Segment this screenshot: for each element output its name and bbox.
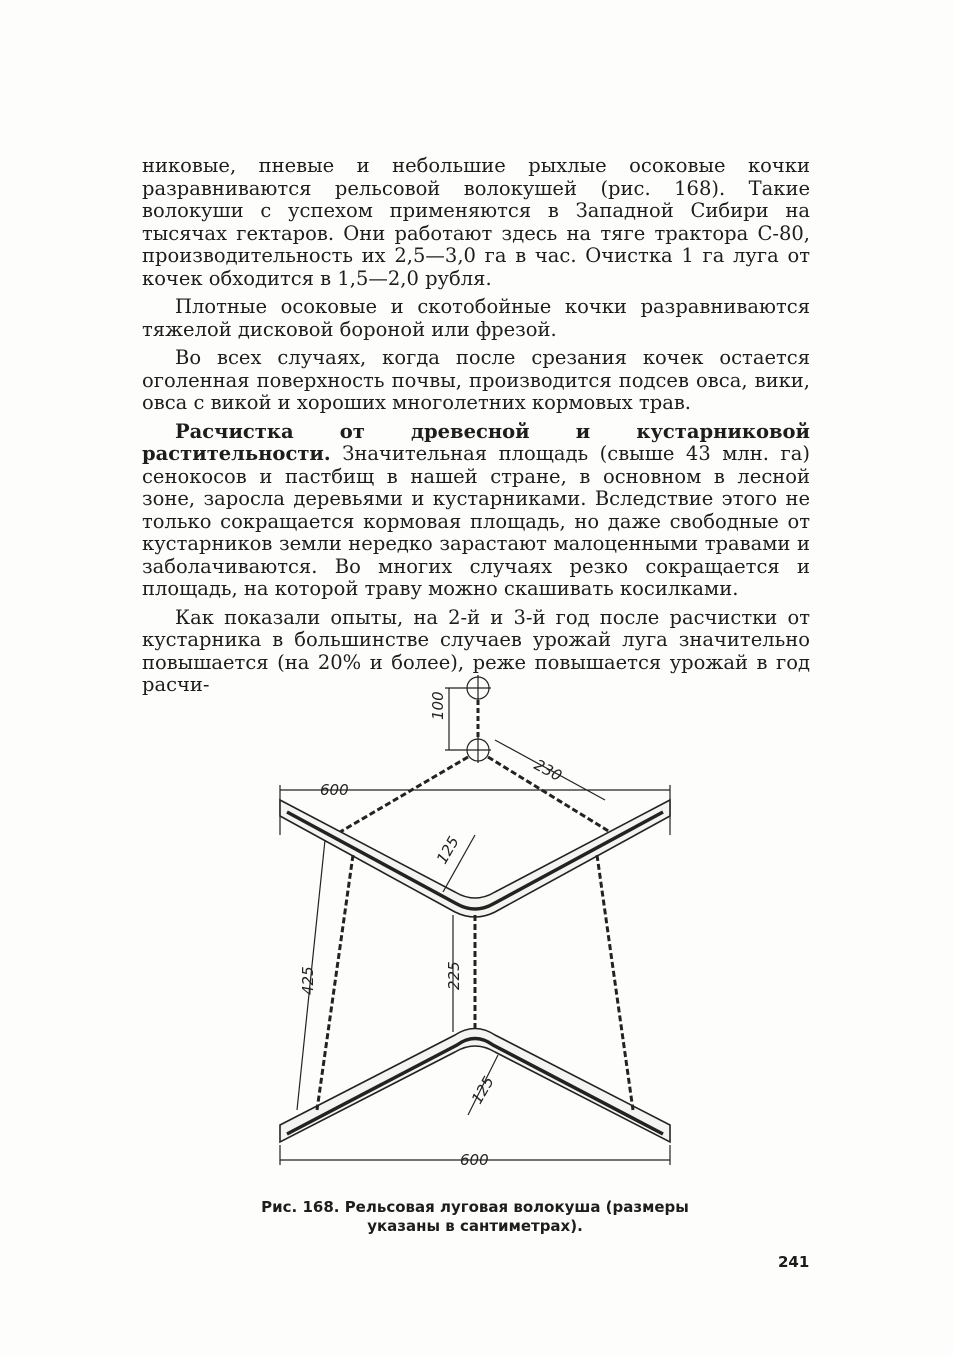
- paragraph-5: Как показали опыты, на 2-й и 3-й год после расчистки от кустарника в большинстве случаев урожай луга значительно повышается (на 20% и более), реже повышается урожай в год расчи-: [142, 605, 810, 696]
- drag-harrow-diagram: [265, 660, 685, 1180]
- top-rail: [280, 800, 670, 917]
- caption-line-2: указаны в сантиметрах).: [367, 1217, 583, 1235]
- dim-bottom-width: 600: [460, 1151, 489, 1169]
- left-pull-chain: [340, 757, 468, 832]
- dim-bottom-bend: 125: [467, 1073, 498, 1107]
- paragraph-1: никовые, пневые и небольшие рыхлые осоковые кочки разравниваются рельсовой волокушей (рис. 168). Такие волокуши с успехом применяются в Западной Сибири на тысячах гектаров. Они работают здесь на тяге трактора С-80, производительность их 2,5—3,0 га в час. Очистка 1 га луга от кочек обходится в 1,5—2,0 рубля.: [142, 154, 810, 290]
- body-text: [142, 155, 810, 703]
- page-number: 241: [778, 1253, 810, 1271]
- paragraph-4-text: Значительная площадь (свыше 43 млн. га) сенокосов и пастбищ в нашей стране, в основном в лесной зоне, заросла деревьями и кустарниками. Вследствие этого не только сокращается кормовая площадь, но даже свободные от кустарников земли нередко зарастают малоценными травами и заболачиваются. Во многих случаях резко сокращается и площадь, на которой траву можно скашивать косилками.: [142, 442, 810, 600]
- figure-caption: [240, 1198, 710, 1236]
- dim-top-bend: 125: [432, 833, 463, 867]
- right-side-chain: [597, 855, 633, 1110]
- paragraph-2: Плотные осоковые и скотобойные кочки разравниваются тяжелой дисковой бороной или фрезой.: [142, 295, 810, 341]
- dim-chain-diagonal: 230: [531, 755, 565, 785]
- paragraph-4: [142, 421, 810, 601]
- caption-line-1: Рис. 168. Рельсовая луговая волокуша (размеры: [261, 1198, 689, 1216]
- paragraph-3: Во всех случаях, когда после срезания кочек остается оголенная поверхность почвы, производится подсев овса, вики, овса с викой и хороших многолетних кормовых трав.: [142, 346, 810, 414]
- left-side-chain: [317, 855, 353, 1110]
- dim-hitch: 100: [429, 691, 447, 720]
- dim-top-width: 600: [320, 781, 349, 799]
- dim-center-chain: 225: [445, 961, 463, 990]
- section-heading: Расчистка от древесной и кустарниковой растительности.: [142, 419, 810, 465]
- dim-side-chain: 425: [299, 966, 317, 995]
